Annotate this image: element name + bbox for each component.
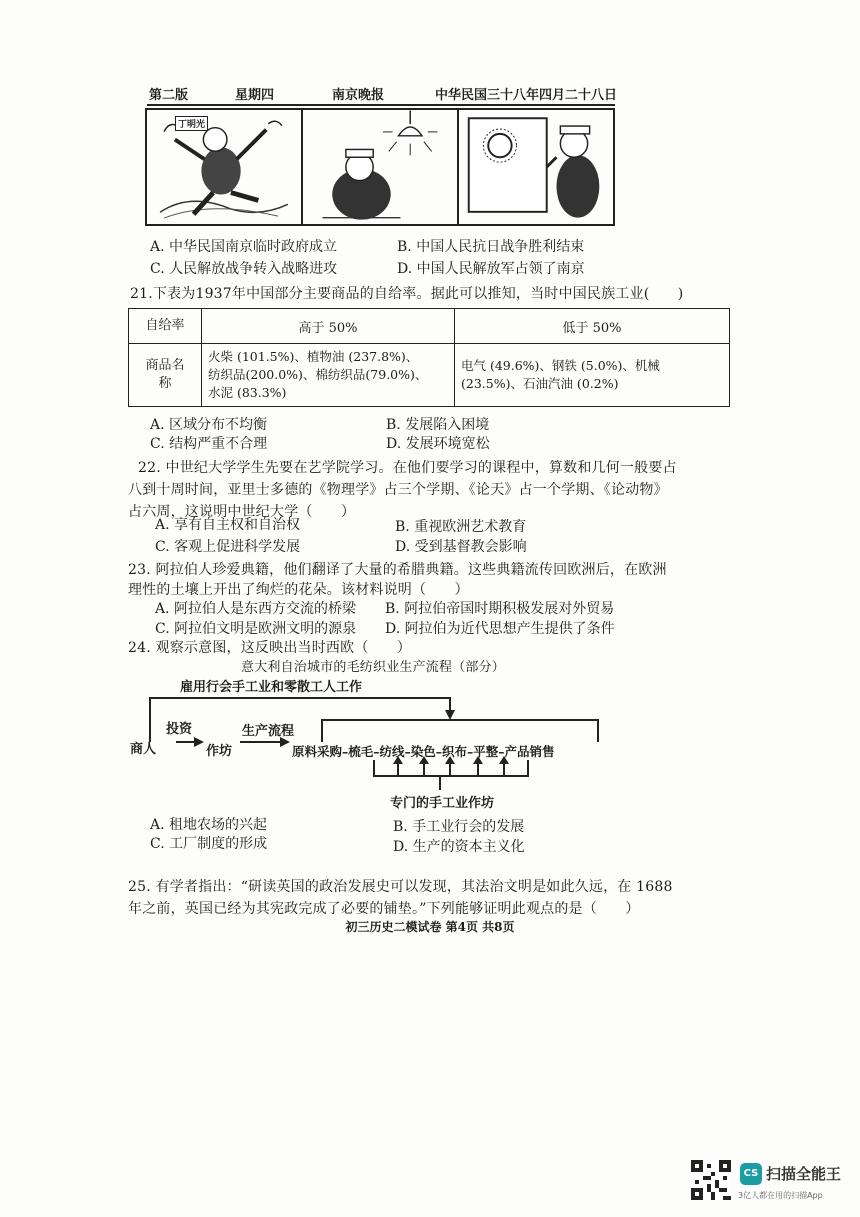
q25-line2: 年之前，英国已经为其宪政完成了必要的铺垫。”下列能够证明此观点的是（ ） [128,901,640,917]
diagram-process-label: 生产流程 [242,724,295,739]
scanner-app-name: 扫描全能王 [766,1165,842,1183]
comic-figure-window-image [459,110,613,224]
comic-name-tag: 丁明光 [175,116,208,131]
q21-option-a: A. 区域分布不均衡 [150,417,268,433]
diagram-process-chain: 原料采购–梳毛–纺线–染色–织布–平整–产品销售 [292,744,555,759]
q22-option-b: B. 重视欧洲艺术教育 [395,519,527,535]
q20-option-a: A. 中华民国南京临时政府成立 [150,239,338,255]
q22-line1: 22. 中世纪大学学生先要在艺学院学习。在他们要学习的课程中，算数和几何一般要占 [138,460,677,476]
table-high-line1: 火柴 (101.5%)、植物油 (237.8%)、 [208,349,419,364]
q25-line1: 25. 有学者指出：“研读英国的政治发展史可以发现，其法治文明是如此久远，在 1688 [128,879,673,895]
table-low-line2: (23.5%)、石油汽油 (0.2%) [461,376,619,391]
comic-panel-3 [459,110,613,224]
q23-option-c: C. 阿拉伯文明是欧洲文明的源泉 [155,621,357,637]
q21-option-d: D. 发展环境宽松 [386,436,490,452]
q21-option-c: C. 结构严重不合理 [150,436,268,452]
diagram-bottom-label: 专门的手工业作坊 [390,796,495,811]
flow-diagram [128,676,618,816]
table-low-line1: 电气 (49.6%)、钢铁 (5.0%)、机械 [461,358,660,373]
q23-option-d: D. 阿拉伯为近代思想产生提供了条件 [385,621,615,637]
table-col-high: 高于 50% [202,309,455,344]
comic-figure-hiding-image [303,110,457,224]
q22-line2: 八到十周时间，亚里士多德的《物理学》占三个学期、《论天》占一个学期、《论动物》 [128,482,668,498]
q24-option-d: D. 生产的资本主义化 [393,839,525,855]
q23-line1: 23. 阿拉伯人珍爱典籍，他们翻译了大量的希腊典籍。这些典籍流传回欧洲后，在欧洲 [128,562,667,578]
table-cell-high [202,344,455,407]
table-row-head [129,344,202,407]
diagram-workshop: 作坊 [206,744,233,759]
q22-option-a: A. 享有自主权和自治权 [155,517,301,533]
comic-strip [145,108,615,226]
q24-stem: 24. 观察示意图，这反映出当时西欧（ ） [128,640,412,656]
diagram-merchant: 商人 [130,742,157,757]
q24-option-a: A. 租地农场的兴起 [150,817,268,833]
q21-option-b: B. 发展陷入困境 [386,417,490,433]
diagram-invest-label: 投资 [166,722,193,737]
q22-option-d: D. 受到基督教会影响 [395,539,527,555]
q24-option-c: C. 工厂制度的形成 [150,836,268,852]
q20-option-c: C. 人民解放战争转入战略进攻 [150,261,338,277]
comic-panel-2 [303,110,459,224]
table-row-head-line1: 商品名 [145,358,185,373]
newspaper-edition: 第二版 [149,88,189,103]
table-corner: 自给率 [129,309,202,344]
q24-option-b: B. 手工业行会的发展 [393,819,525,835]
diagram-title: 意大利自治城市的毛纺织业生产流程（部分） [241,660,506,675]
comic-figure-falling-image [147,110,301,224]
table-col-low: 低于 50% [455,309,730,344]
q23-option-a: A. 阿拉伯人是东西方交流的桥梁 [155,601,357,617]
diagram-top-label: 雇用行会手工业和零散工人工作 [180,680,363,695]
q21-table [128,308,730,407]
newspaper-weekday: 星期四 [235,88,275,103]
scanner-tagline: 3亿人都在用的扫描App [738,1191,823,1200]
page-footer: 初三历史二模试卷 第4页 共8页 [345,920,515,934]
q23-line2: 理性的土壤上开出了绚烂的花朵。该材料说明（ ） [128,582,469,598]
q22-option-c: C. 客观上促进科学发展 [155,539,301,555]
table-row-head-line2: 称 [158,376,172,391]
comic-panel-1 [147,110,303,224]
table-high-line2: 纺织品(200.0%)、棉纺织品(79.0%)、 [208,367,428,382]
q20-option-d: D. 中国人民解放军占领了南京 [397,261,585,277]
table-high-line3: 水泥 (83.3%) [208,385,287,400]
table-cell-low [455,344,730,407]
qr-code-icon [691,1160,731,1200]
q21-stem: 21.下表为1937年中国部分主要商品的自给率。据此可以推知，当时中国民族工业( ) [130,286,684,302]
q23-option-b: B. 阿拉伯帝国时期积极发展对外贸易 [385,601,615,617]
q22-line3: 占六周，这说明中世纪大学（ ） [128,504,356,520]
newspaper-date: 中华民国三十八年四月二十八日 [435,88,618,103]
newspaper-name: 南京晚报 [332,88,385,103]
newspaper-header [147,84,618,106]
q20-option-b: B. 中国人民抗日战争胜利结束 [397,239,585,255]
scanner-logo-icon: CS [740,1163,762,1185]
